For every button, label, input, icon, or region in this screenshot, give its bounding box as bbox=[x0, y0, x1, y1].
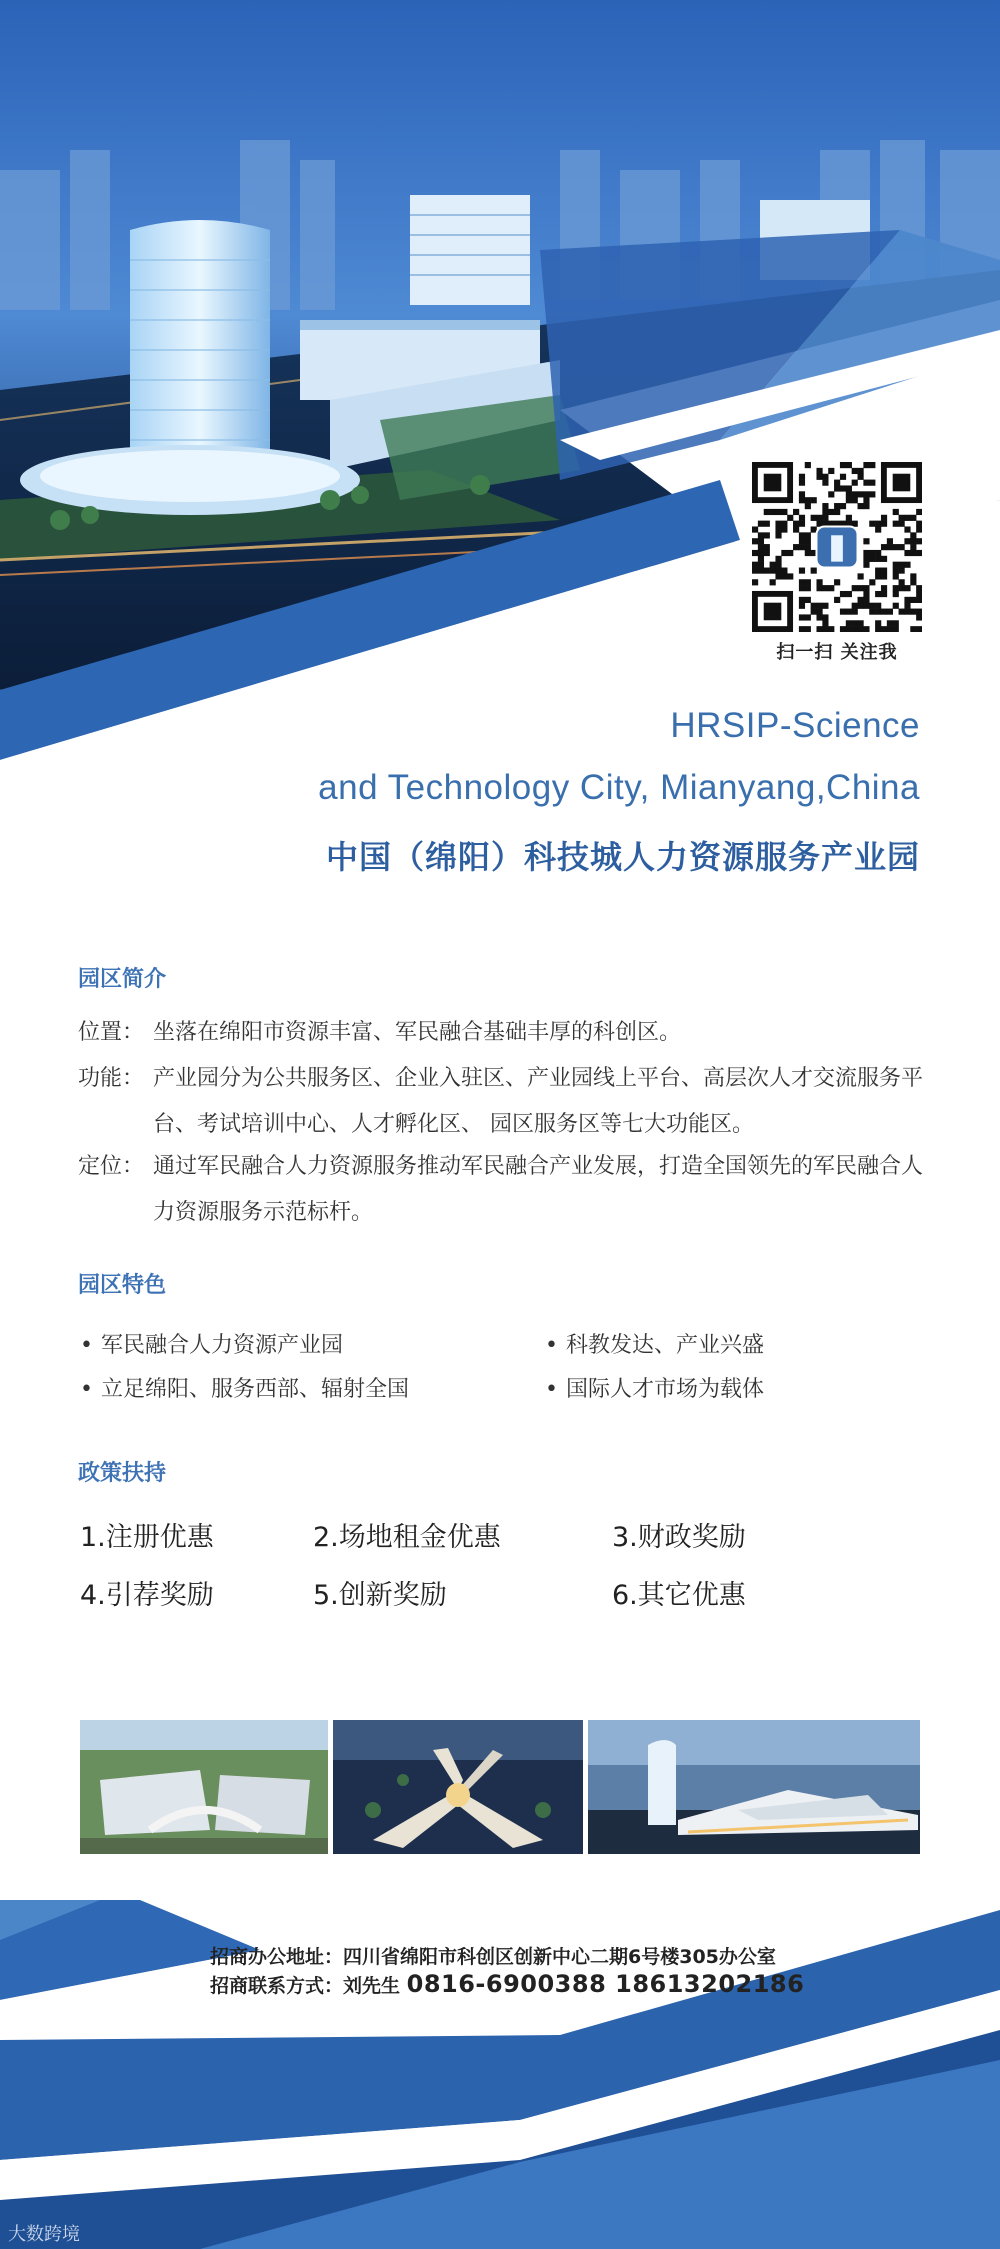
bullet-icon: • bbox=[80, 1333, 93, 1358]
policy-heading: 政策扶持 bbox=[78, 1461, 167, 1486]
intro-key: 位置： bbox=[78, 1020, 145, 1045]
intro-value: 通过军民融合人力资源服务推动军民融合产业发展，打造全国领先的军民融合人力资源服务示范标杆。 bbox=[153, 1154, 924, 1225]
policy-item: 3.财政奖励 bbox=[612, 1522, 746, 1553]
feature-item bbox=[545, 1372, 764, 1403]
feature-item bbox=[80, 1328, 343, 1359]
intro-heading: 园区简介 bbox=[78, 967, 167, 992]
contact-address: 招商办公地址：四川省绵阳市科创区创新中心二期6号楼305办公室 bbox=[210, 1946, 776, 1968]
intro-key: 功能： bbox=[78, 1066, 145, 1091]
intro-row-function bbox=[78, 1056, 928, 1137]
park-tower-render-image-icon bbox=[588, 1720, 920, 1854]
feature-text: 立足绵阳、服务西部、辐射全国 bbox=[100, 1377, 409, 1402]
intro-key: 定位： bbox=[78, 1154, 145, 1179]
contact-phone-row bbox=[210, 1970, 804, 1998]
policy-item: 6.其它优惠 bbox=[612, 1580, 746, 1611]
bullet-icon: • bbox=[545, 1333, 558, 1358]
intro-row-positioning bbox=[78, 1144, 928, 1225]
park-night-render-image-icon bbox=[333, 1720, 583, 1854]
feature-text: 国际人才市场为载体 bbox=[565, 1377, 764, 1402]
policy-item: 1.注册优惠 bbox=[80, 1522, 214, 1553]
intro-row-location bbox=[78, 1010, 928, 1056]
contact-phone-label: 招商联系方式：刘先生 bbox=[210, 1975, 407, 1997]
park-photo-1 bbox=[80, 1720, 328, 1854]
feature-text: 科教发达、产业兴盛 bbox=[565, 1333, 764, 1358]
bullet-icon: • bbox=[545, 1377, 558, 1402]
features-heading: 园区特色 bbox=[78, 1273, 167, 1298]
park-photo-2 bbox=[333, 1720, 583, 1854]
policy-item: 5.创新奖励 bbox=[313, 1580, 447, 1611]
park-aerial-image-icon bbox=[80, 1720, 328, 1854]
feature-item bbox=[80, 1372, 409, 1403]
chinese-title: 中国（绵阳）科技城人力资源服务产业园 bbox=[325, 838, 920, 876]
bullet-icon: • bbox=[80, 1377, 93, 1402]
qr-caption: 扫一扫 关注我 bbox=[776, 642, 898, 663]
english-title-line-1: HRSIP-Science bbox=[670, 706, 920, 745]
feature-text: 军民融合人力资源产业园 bbox=[100, 1333, 343, 1358]
contact-phone-number[interactable]: 0816-6900388 18613202186 bbox=[406, 1970, 805, 1998]
english-title-line-2: and Technology City, Mianyang,China bbox=[318, 768, 920, 807]
qr-code[interactable] bbox=[752, 462, 922, 632]
park-photo-3 bbox=[588, 1720, 920, 1854]
intro-value: 产业园分为公共服务区、企业入驻区、产业园线上平台、高层次人才交流服务平台、考试培训中心、人才孵化区、 园区服务区等七大功能区。 bbox=[153, 1066, 924, 1137]
intro-value: 坐落在绵阳市资源丰富、军民融合基础丰厚的科创区。 bbox=[153, 1020, 682, 1045]
watermark: 大数跨境 bbox=[8, 2224, 80, 2245]
policy-item: 4.引荐奖励 bbox=[80, 1580, 214, 1611]
qr-code-pattern-icon bbox=[752, 462, 922, 632]
feature-item bbox=[545, 1328, 764, 1359]
policy-item: 2.场地租金优惠 bbox=[313, 1522, 501, 1553]
